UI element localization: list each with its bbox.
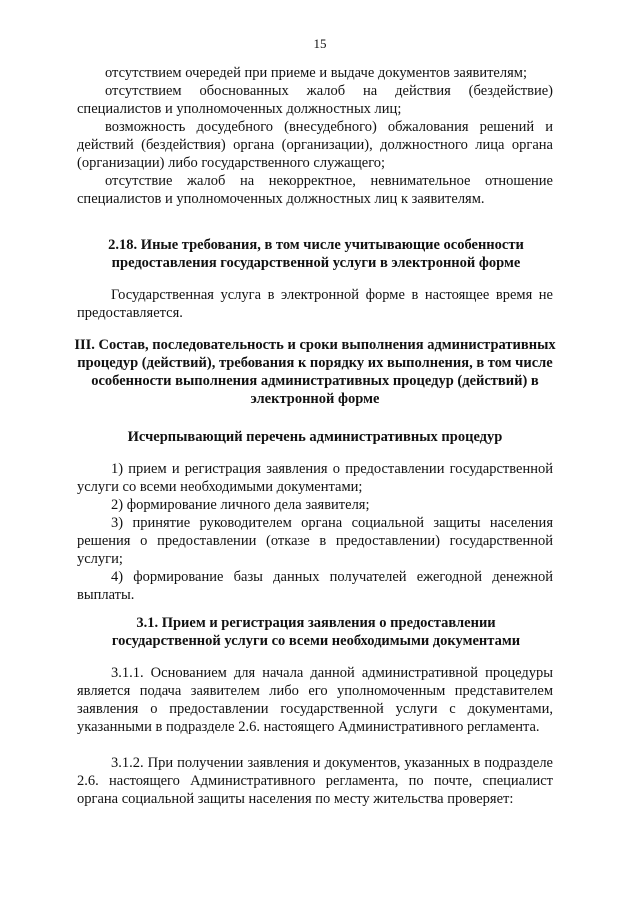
section-heading-3-1: 3.1. Прием и регистрация заявления о предоставлении государственной услуги со всеми необходимыми документами	[111, 615, 521, 649]
paragraph-3-1-2: 3.1.2. При получении заявления и документов, указанных в подразделе 2.6. настоящего Административного регламента, по почте, специалист органа социальной защиты населения по месту жительства проверяет:	[77, 755, 553, 807]
list-item: возможность досудебного (внесудебного) обжалования решений и действий (бездействия) органа (организации), должностного лица органа (организации) либо государственного служащего;	[77, 119, 553, 171]
list-item: отсутствие жалоб на некорректное, невнимательное отношение специалистов и уполномоченных должностных лиц к заявителям.	[77, 173, 553, 207]
list-item: отсутствием очередей при приеме и выдаче документов заявителям;	[105, 65, 527, 81]
chapter-heading-iii: III. Состав, последовательность и сроки выполнения административных процедур (действий), требования к порядку их выполнения, в том числе особенности выполнения административных процедур (действий) в электронной форме	[74, 337, 556, 407]
list-item: отсутствием обоснованных жалоб на действия (бездействие) специалистов и уполномоченных должностных лиц;	[77, 83, 553, 117]
section-heading-2-18: 2.18. Иные требования, в том числе учитывающие особенности предоставления государственной услуги в электронной форме	[108, 237, 524, 271]
paragraph-2-18: Государственная услуга в электронной форме в настоящее время не предоставляется.	[77, 287, 553, 321]
subheading-procedures-list: Исчерпывающий перечень административных процедур	[127, 429, 503, 445]
procedure-item: 4) формирование базы данных получателей ежегодной денежной выплаты.	[77, 569, 553, 603]
page-number: 15	[313, 36, 327, 51]
procedure-item: 2) формирование личного дела заявителя;	[111, 497, 370, 513]
paragraph-3-1-1: 3.1.1. Основанием для начала данной административной процедуры является подача заявителем либо его уполномоченным представителем заявления о предоставлении государственной услуги с документами, указанными в подразделе 2.6. настоящего Административного регламента.	[77, 665, 553, 735]
procedure-item: 3) принятие руководителем органа социальной защиты населения решения о предоставлении (отказе в предоставлении) государственной услуги;	[77, 515, 553, 567]
procedure-item: 1) прием и регистрация заявления о предоставлении государственной услуги со всеми необходимыми документами;	[77, 461, 553, 495]
